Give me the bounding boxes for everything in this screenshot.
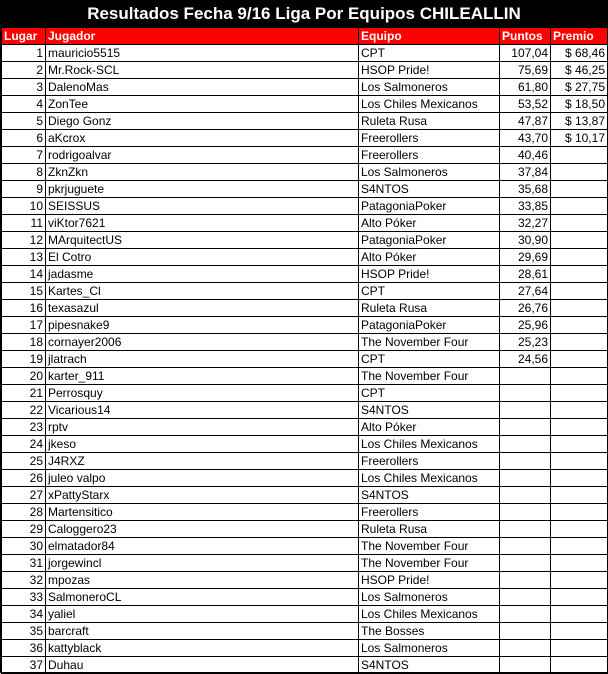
cell-lugar: 8 [2, 164, 46, 181]
cell-lugar: 20 [2, 368, 46, 385]
cell-premio: $ 27,75 [551, 79, 608, 96]
cell-equipo: Los Salmoneros [359, 79, 500, 96]
cell-premio [551, 368, 608, 385]
cell-lugar: 14 [2, 266, 46, 283]
cell-equipo: Los Salmoneros [359, 164, 500, 181]
cell-premio: $ 10,17 [551, 130, 608, 147]
cell-puntos [500, 572, 551, 589]
cell-equipo: HSOP Pride! [359, 62, 500, 79]
cell-lugar: 37 [2, 657, 46, 674]
cell-premio [551, 589, 608, 606]
table-row [2, 487, 608, 504]
cell-puntos: 33,85 [500, 198, 551, 215]
cell-equipo: Ruleta Rusa [359, 300, 500, 317]
cell-lugar: 34 [2, 606, 46, 623]
table-row [2, 181, 608, 198]
cell-jugador: pipesnake9 [46, 317, 359, 334]
cell-premio [551, 606, 608, 623]
cell-jugador: jadasme [46, 266, 359, 283]
cell-jugador: Martensitico [46, 504, 359, 521]
cell-puntos: 107,04 [500, 45, 551, 62]
table-row [2, 623, 608, 640]
cell-equipo: Los Chiles Mexicanos [359, 96, 500, 113]
cell-lugar: 17 [2, 317, 46, 334]
header-jugador: Jugador [46, 28, 359, 45]
cell-puntos: 29,69 [500, 249, 551, 266]
cell-jugador: kattyblack [46, 640, 359, 657]
table-row [2, 657, 608, 674]
cell-lugar: 21 [2, 385, 46, 402]
cell-premio [551, 538, 608, 555]
cell-equipo: CPT [359, 283, 500, 300]
cell-premio [551, 572, 608, 589]
cell-lugar: 32 [2, 572, 46, 589]
cell-jugador: SEISSUS [46, 198, 359, 215]
table-row [2, 470, 608, 487]
cell-jugador: jorgewincl [46, 555, 359, 572]
cell-lugar: 36 [2, 640, 46, 657]
cell-puntos [500, 606, 551, 623]
cell-puntos [500, 402, 551, 419]
cell-jugador: cornayer2006 [46, 334, 359, 351]
cell-lugar: 23 [2, 419, 46, 436]
cell-equipo: Los Chiles Mexicanos [359, 470, 500, 487]
cell-jugador: Mr.Rock-SCL [46, 62, 359, 79]
cell-premio: $ 13,87 [551, 113, 608, 130]
cell-premio [551, 385, 608, 402]
cell-premio [551, 504, 608, 521]
sheet-title: Resultados Fecha 9/16 Liga Por Equipos CHILEALLIN [1, 1, 607, 27]
cell-premio [551, 147, 608, 164]
cell-jugador: ZonTee [46, 96, 359, 113]
cell-premio [551, 351, 608, 368]
cell-puntos [500, 368, 551, 385]
cell-jugador: Diego Gonz [46, 113, 359, 130]
cell-puntos: 25,96 [500, 317, 551, 334]
table-row [2, 334, 608, 351]
cell-puntos: 26,76 [500, 300, 551, 317]
table-row [2, 572, 608, 589]
cell-equipo: HSOP Pride! [359, 572, 500, 589]
cell-lugar: 1 [2, 45, 46, 62]
table-row [2, 436, 608, 453]
table-row [2, 198, 608, 215]
cell-jugador: xPattyStarx [46, 487, 359, 504]
cell-equipo: Freerollers [359, 130, 500, 147]
cell-lugar: 28 [2, 504, 46, 521]
cell-equipo: The November Four [359, 555, 500, 572]
cell-puntos [500, 470, 551, 487]
cell-puntos: 30,90 [500, 232, 551, 249]
cell-puntos [500, 555, 551, 572]
cell-premio [551, 300, 608, 317]
table-row [2, 504, 608, 521]
cell-premio [551, 198, 608, 215]
cell-lugar: 7 [2, 147, 46, 164]
cell-premio [551, 249, 608, 266]
cell-lugar: 5 [2, 113, 46, 130]
table-row [2, 368, 608, 385]
cell-puntos [500, 538, 551, 555]
cell-puntos [500, 521, 551, 538]
table-row [2, 606, 608, 623]
cell-premio [551, 232, 608, 249]
table-row [2, 555, 608, 572]
cell-lugar: 13 [2, 249, 46, 266]
cell-equipo: The Bosses [359, 623, 500, 640]
cell-puntos [500, 453, 551, 470]
table-row [2, 113, 608, 130]
cell-equipo: Los Salmoneros [359, 589, 500, 606]
cell-lugar: 12 [2, 232, 46, 249]
cell-jugador: SalmoneroCL [46, 589, 359, 606]
table-row [2, 249, 608, 266]
cell-puntos [500, 504, 551, 521]
cell-lugar: 24 [2, 436, 46, 453]
cell-equipo: S4NTOS [359, 657, 500, 674]
table-row [2, 640, 608, 657]
cell-equipo: CPT [359, 351, 500, 368]
cell-equipo: Alto Póker [359, 249, 500, 266]
cell-lugar: 9 [2, 181, 46, 198]
cell-jugador: rodrigoalvar [46, 147, 359, 164]
cell-premio [551, 453, 608, 470]
cell-equipo: CPT [359, 385, 500, 402]
cell-puntos [500, 385, 551, 402]
header-equipo: Equipo [359, 28, 500, 45]
cell-lugar: 4 [2, 96, 46, 113]
table-row [2, 453, 608, 470]
cell-lugar: 10 [2, 198, 46, 215]
cell-jugador: yaliel [46, 606, 359, 623]
cell-jugador: texasazul [46, 300, 359, 317]
table-row [2, 419, 608, 436]
cell-equipo: PatagoniaPoker [359, 198, 500, 215]
cell-premio [551, 657, 608, 674]
cell-jugador: pkrjuguete [46, 181, 359, 198]
cell-equipo: PatagoniaPoker [359, 317, 500, 334]
cell-jugador: Duhau [46, 657, 359, 674]
cell-equipo: S4NTOS [359, 402, 500, 419]
cell-equipo: Alto Póker [359, 419, 500, 436]
cell-puntos [500, 419, 551, 436]
cell-puntos: 37,84 [500, 164, 551, 181]
cell-equipo: The November Four [359, 368, 500, 385]
cell-puntos: 53,52 [500, 96, 551, 113]
cell-equipo: Los Chiles Mexicanos [359, 436, 500, 453]
cell-jugador: jkeso [46, 436, 359, 453]
cell-puntos: 25,23 [500, 334, 551, 351]
cell-puntos: 32,27 [500, 215, 551, 232]
cell-puntos [500, 623, 551, 640]
header-puntos: Puntos [500, 28, 551, 45]
cell-jugador: juleo valpo [46, 470, 359, 487]
cell-lugar: 26 [2, 470, 46, 487]
cell-jugador: aKcrox [46, 130, 359, 147]
cell-premio [551, 164, 608, 181]
cell-equipo: Alto Póker [359, 215, 500, 232]
cell-lugar: 35 [2, 623, 46, 640]
cell-equipo: HSOP Pride! [359, 266, 500, 283]
cell-jugador: mpozas [46, 572, 359, 589]
cell-lugar: 31 [2, 555, 46, 572]
cell-premio [551, 521, 608, 538]
cell-puntos [500, 657, 551, 674]
cell-equipo: Los Salmoneros [359, 640, 500, 657]
cell-premio [551, 334, 608, 351]
table-row [2, 589, 608, 606]
table-row [2, 266, 608, 283]
cell-jugador: ZknZkn [46, 164, 359, 181]
cell-jugador: viKtor7621 [46, 215, 359, 232]
cell-puntos: 28,61 [500, 266, 551, 283]
cell-puntos: 75,69 [500, 62, 551, 79]
cell-puntos [500, 487, 551, 504]
cell-lugar: 6 [2, 130, 46, 147]
cell-jugador: barcraft [46, 623, 359, 640]
cell-jugador: elmatador84 [46, 538, 359, 555]
cell-puntos: 24,56 [500, 351, 551, 368]
table-row [2, 147, 608, 164]
cell-equipo: The November Four [359, 334, 500, 351]
cell-lugar: 19 [2, 351, 46, 368]
header-premio: Premio [551, 28, 608, 45]
cell-equipo: Freerollers [359, 453, 500, 470]
table-row [2, 402, 608, 419]
table-row [2, 96, 608, 113]
cell-premio [551, 555, 608, 572]
table-row [2, 317, 608, 334]
cell-jugador: El Cotro [46, 249, 359, 266]
cell-puntos [500, 589, 551, 606]
table-row [2, 351, 608, 368]
cell-premio [551, 402, 608, 419]
cell-jugador: Caloggero23 [46, 521, 359, 538]
cell-lugar: 27 [2, 487, 46, 504]
cell-puntos: 43,70 [500, 130, 551, 147]
cell-lugar: 16 [2, 300, 46, 317]
header-row [2, 28, 608, 45]
cell-lugar: 3 [2, 79, 46, 96]
cell-jugador: J4RXZ [46, 453, 359, 470]
table-row [2, 130, 608, 147]
cell-lugar: 29 [2, 521, 46, 538]
cell-premio [551, 317, 608, 334]
cell-premio [551, 266, 608, 283]
table-row [2, 62, 608, 79]
table-row [2, 300, 608, 317]
cell-lugar: 15 [2, 283, 46, 300]
cell-premio [551, 215, 608, 232]
table-row [2, 79, 608, 96]
cell-premio: $ 68,46 [551, 45, 608, 62]
cell-lugar: 33 [2, 589, 46, 606]
cell-jugador: Perrosquy [46, 385, 359, 402]
cell-equipo: Freerollers [359, 147, 500, 164]
table-row [2, 215, 608, 232]
cell-equipo: Freerollers [359, 504, 500, 521]
cell-equipo: Ruleta Rusa [359, 113, 500, 130]
cell-equipo: PatagoniaPoker [359, 232, 500, 249]
cell-premio: $ 46,25 [551, 62, 608, 79]
table-row [2, 385, 608, 402]
cell-equipo: Ruleta Rusa [359, 521, 500, 538]
cell-jugador: karter_911 [46, 368, 359, 385]
cell-premio [551, 470, 608, 487]
cell-premio [551, 436, 608, 453]
cell-puntos: 35,68 [500, 181, 551, 198]
cell-equipo: The November Four [359, 538, 500, 555]
cell-puntos: 61,80 [500, 79, 551, 96]
cell-premio [551, 419, 608, 436]
cell-lugar: 11 [2, 215, 46, 232]
results-table [1, 27, 608, 674]
table-row [2, 521, 608, 538]
cell-premio: $ 18,50 [551, 96, 608, 113]
cell-puntos [500, 436, 551, 453]
cell-equipo: Los Chiles Mexicanos [359, 606, 500, 623]
cell-puntos: 40,46 [500, 147, 551, 164]
cell-puntos: 47,87 [500, 113, 551, 130]
cell-jugador: DalenoMas [46, 79, 359, 96]
cell-lugar: 22 [2, 402, 46, 419]
cell-jugador: Kartes_Cl [46, 283, 359, 300]
cell-jugador: mauricio5515 [46, 45, 359, 62]
table-row [2, 45, 608, 62]
cell-lugar: 2 [2, 62, 46, 79]
cell-premio [551, 487, 608, 504]
cell-equipo: S4NTOS [359, 487, 500, 504]
cell-lugar: 25 [2, 453, 46, 470]
cell-premio [551, 623, 608, 640]
cell-puntos: 27,64 [500, 283, 551, 300]
cell-premio [551, 640, 608, 657]
cell-premio [551, 283, 608, 300]
cell-jugador: jlatrach [46, 351, 359, 368]
cell-jugador: Vicarious14 [46, 402, 359, 419]
cell-puntos [500, 640, 551, 657]
table-row [2, 164, 608, 181]
header-lugar: Lugar [2, 28, 46, 45]
cell-jugador: MArquitectUS [46, 232, 359, 249]
cell-equipo: CPT [359, 45, 500, 62]
table-row [2, 283, 608, 300]
table-row [2, 232, 608, 249]
cell-lugar: 18 [2, 334, 46, 351]
cell-lugar: 30 [2, 538, 46, 555]
cell-equipo: S4NTOS [359, 181, 500, 198]
table-row [2, 538, 608, 555]
cell-jugador: rptv [46, 419, 359, 436]
cell-premio [551, 181, 608, 198]
